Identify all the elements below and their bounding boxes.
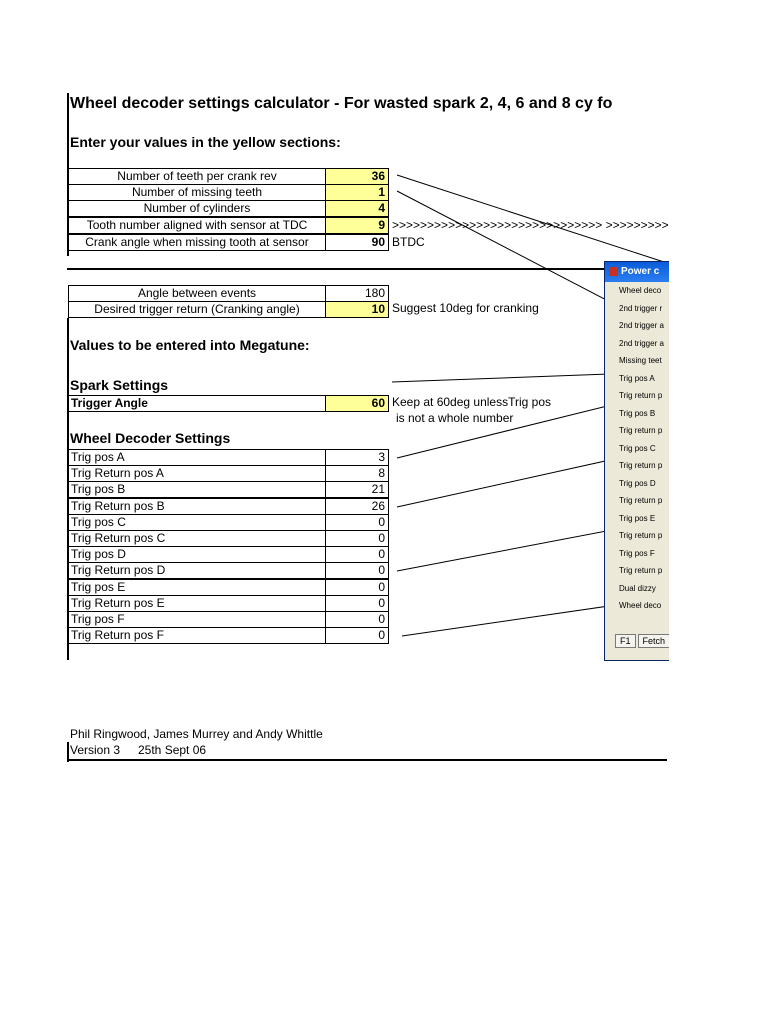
trigger-angle-note-2: is not a whole number [396,411,514,425]
spark-settings-heading: Spark Settings [70,377,169,393]
dialog-row-label: Trig return p [619,461,663,470]
dialog-row-label: Trig return p [619,391,663,400]
dialog-row-label: 2nd trigger a [619,338,664,348]
dialog-row-label: Wheel deco [619,601,662,610]
teeth-per-rev-label: Number of teeth per crank rev [68,168,326,185]
decoder-row-value: 0 [325,595,389,612]
dialog-row-label: Trig pos E [619,513,656,523]
btdc-note: BTDC [392,235,425,249]
missing-tooth-angle-value: 90 [325,234,389,251]
missing-teeth-label: Number of missing teeth [68,184,326,201]
decoder-row-value: 21 [325,481,389,498]
connector-teeth [397,175,664,262]
trigger-angle-input[interactable]: 60 [325,395,389,412]
decoder-row-label: Trig Return pos E [68,595,326,612]
decoder-row-label: Trig pos C [68,514,326,531]
trigger-angle-label: Trigger Angle [68,395,326,412]
decoder-row-label: Trig pos F [68,611,326,628]
f1-button[interactable]: F1 [615,634,636,648]
dialog-row-label: Trig pos F [619,548,655,558]
decoder-row-label: Trig pos A [68,449,326,466]
megatune-heading: Values to be entered into Megatune: [70,337,310,353]
dialog-row-label: Trig return p [619,531,663,540]
missing-tooth-angle-label: Crank angle when missing tooth at sensor [68,234,326,251]
angle-between-events-value: 180 [325,285,389,302]
fetch-button[interactable]: Fetch [638,634,669,648]
cylinders-label: Number of cylinders [68,200,326,217]
trigger-angle-note-1: Keep at 60deg unlessTrig pos [392,395,551,409]
dialog-row-label: 2nd trigger a [619,321,664,330]
decoder-row-value: 0 [325,530,389,547]
dialog-row-label: 2nd trigger r [619,303,663,313]
teeth-per-rev-input[interactable]: 36 [325,168,389,185]
dialog-row-label: Trig return p [619,566,663,575]
app-icon [609,267,618,276]
decoder-row-value: 0 [325,627,389,644]
trigger-return-input[interactable]: 10 [325,301,389,318]
instructions-heading: Enter your values in the yellow sections: [70,134,341,150]
cranking-suggestion-note: Suggest 10deg for cranking [392,301,539,315]
dialog-buttons [615,634,669,648]
dialog-row-label: Missing teet [619,356,662,365]
credits: Phil Ringwood, James Murrey and Andy Whittle [70,727,323,741]
decoder-row-label: Trig pos E [68,579,326,596]
decoder-row-value: 8 [325,465,389,482]
dialog-row-label: Trig return p [619,496,663,505]
decoder-row-label: Trig Return pos F [68,627,326,644]
decoder-row-value: 0 [325,611,389,628]
tdc-arrows-note: >>>>>>>>>>>>>>>>>>>>>>>>>>>>>> >>>>>>>>> [392,218,669,232]
dialog-title-bar[interactable] [605,262,669,282]
decoder-row-label: Trig Return pos A [68,465,326,482]
angle-between-events-label: Angle between events [68,285,326,302]
decoder-row-value: 0 [325,562,389,579]
dialog-rows [605,282,669,615]
dialog-row-label: Wheel deco [619,286,662,295]
decoder-row-label: Trig Return pos C [68,530,326,547]
tdc-tooth-label: Tooth number aligned with sensor at TDC [68,217,326,234]
dialog-title: Power c [621,266,660,277]
decoder-row-value: 0 [325,514,389,531]
dialog-row-label: Dual dizzy [619,583,656,593]
megatune-dialog [604,261,669,661]
dialog-row-label: Trig pos A [619,373,655,383]
tdc-tooth-input[interactable]: 9 [325,217,389,234]
decoder-row-value: 26 [325,498,389,515]
dialog-row-label: Trig pos C [619,443,656,453]
decoder-row-value: 0 [325,579,389,596]
decoder-row-label: Trig Return pos D [68,562,326,579]
version-date: 25th Sept 06 [138,743,207,757]
wheel-decoder-heading: Wheel Decoder Settings [70,430,231,446]
dialog-row-label: Trig pos D [619,478,656,488]
page-title: Wheel decoder settings calculator - For wasted spark 2, 4, 6 and 8 cy fo [70,95,613,112]
version-label: Version 3 [70,743,121,757]
decoder-row-value: 0 [325,546,389,563]
decoder-row-value: 3 [325,449,389,466]
missing-teeth-input[interactable]: 1 [325,184,389,201]
decoder-row-label: Trig pos D [68,546,326,563]
dialog-row-label: Trig pos B [619,408,656,418]
cylinders-input[interactable]: 4 [325,200,389,217]
dialog-row-label: Trig return p [619,426,663,435]
decoder-row-label: Trig Return pos B [68,498,326,515]
decoder-row-label: Trig pos B [68,481,326,498]
trigger-return-label: Desired trigger return (Cranking angle) [68,301,326,318]
